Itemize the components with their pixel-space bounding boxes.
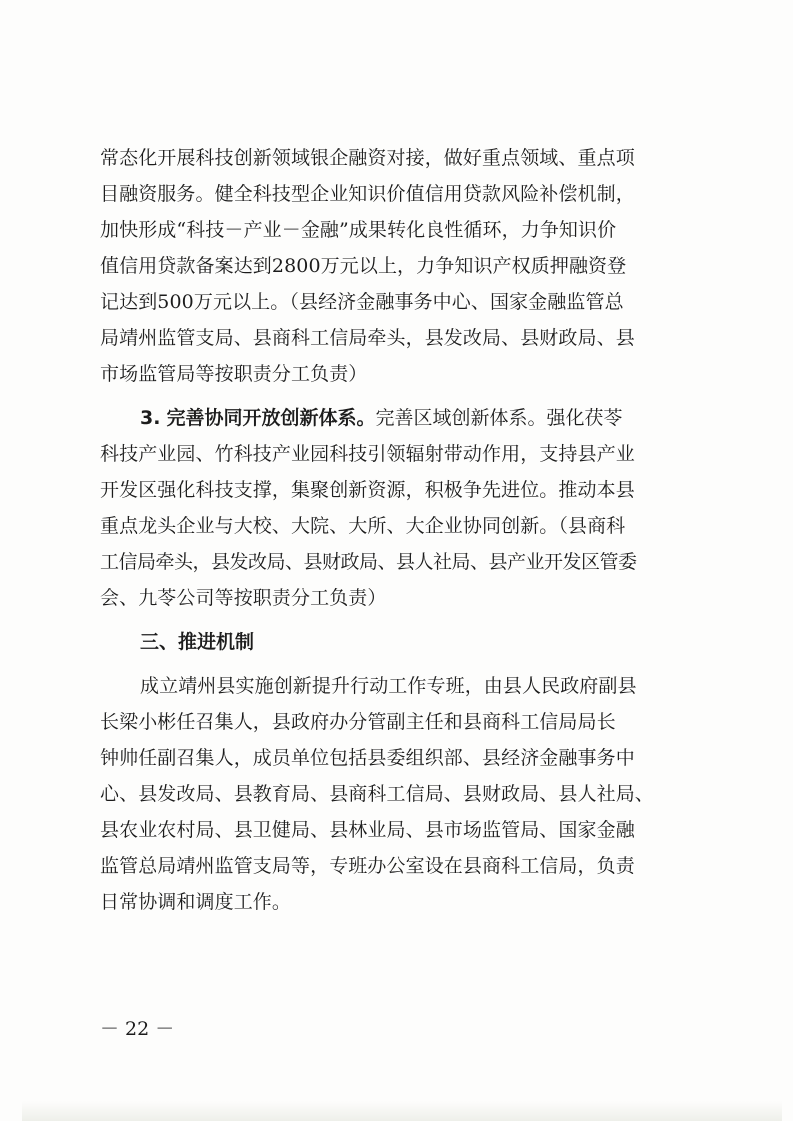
paragraph-1-line: 局靖州监管支局、县商科工信局牵头，县发改局、县财政局、县 [100, 327, 635, 349]
paragraph-2-line: 会、九苓公司等按职责分工负责） [100, 587, 387, 609]
paragraph-2-line: 开发区强化科技支撑，集聚创新资源，积极争先进位。推动本县 [100, 479, 635, 501]
scan-edge-shadow [22, 1101, 782, 1121]
paragraph-1-line: 加快形成“科技－产业－金融”成果转化良性循环，力争知识价 [100, 219, 617, 241]
paragraph-3-line: 监管总局靖州监管支局等，专班办公室设在县商科工信局，负责 [100, 855, 635, 877]
paragraph-3-line: 日常协调和调度工作。 [100, 891, 292, 913]
paragraph-3-line: 心、县发改局、县教育局、县商科工信局、县财政局、县人社局、 [100, 783, 654, 805]
paragraph-3-line: 钟帅任副召集人，成员单位包括县委组织部、县经济金融事务中 [100, 747, 635, 769]
paragraph-3-line: 成立靖州县实施创新提升行动工作专班，由县人民政府副县 [140, 675, 637, 697]
page-number: － 22 － [100, 1018, 175, 1040]
paragraph-1-line: 值信用贷款备案达到2800万元以上，力争知识产权质押融资登 [100, 255, 627, 277]
paragraph-2-line: 工信局牵头，县发改局、县财政局、县人社局、县产业开发区管委 [100, 551, 637, 573]
paragraph-3-line: 县农业农村局、县卫健局、县林业局、县市场监管局、国家金融 [100, 819, 635, 841]
item-text: 完善区域创新体系。强化茯苓 [375, 407, 623, 429]
section-heading: 三、推进机制 [140, 631, 255, 653]
paragraph-1-line: 目融资服务。健全科技型企业知识价值信用贷款风险补偿机制， [100, 183, 635, 205]
paragraph-2-line: 重点龙头企业与大校、大院、大所、大企业协同创新。（县商科 [100, 515, 626, 537]
item-number: 3. [140, 407, 161, 429]
paragraph-2-line: 科技产业园、竹科技产业园科技引领辐射带动作用，支持县产业 [100, 443, 635, 465]
item-title: 完善协同开放创新体系。 [166, 407, 376, 429]
paragraph-3-line: 长梁小彬任召集人，县政府办分管副主任和县商科工信局局长 [100, 711, 616, 733]
paragraph-1-line: 市场监管局等按职责分工负责） [100, 363, 368, 385]
paragraph-2-first-line [140, 406, 623, 430]
paragraph-1-line: 记达到500万元以上。（县经济金融事务中心、国家金融监管总 [100, 291, 624, 313]
paragraph-1-line: 常态化开展科技创新领域银企融资对接，做好重点领域、重点项 [100, 147, 635, 169]
